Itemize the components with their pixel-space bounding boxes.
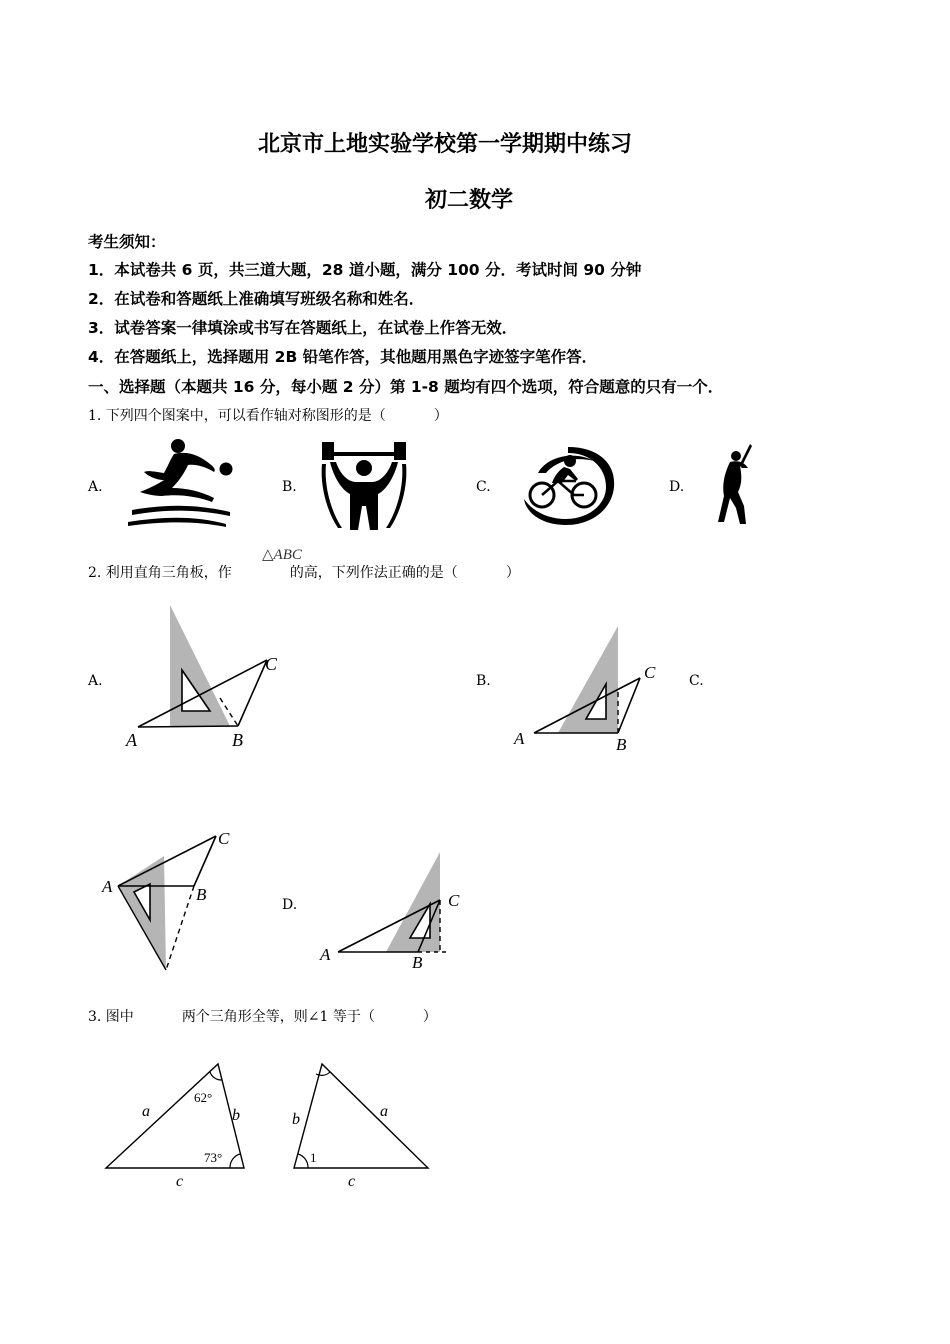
q1-option-b-label[interactable]: B. <box>282 479 297 495</box>
q2b-label-c: C <box>644 663 656 682</box>
q2-option-b-label[interactable]: B. <box>476 673 491 689</box>
q2-figure-b <box>510 622 670 752</box>
q2c-label-c: C <box>218 829 230 848</box>
q3-left-side-c: c <box>176 1173 184 1190</box>
q3-right-triangle <box>286 1058 436 1192</box>
q3-right-side-b: b <box>292 1111 300 1128</box>
notice-item-4: 4．在答题纸上，选择题用 2B 铅笔作答，其他题用黑色字迹签字笔作答． <box>88 348 598 366</box>
q2-figure-c <box>98 826 248 974</box>
q3-right-angle-1: 1 <box>310 1150 317 1165</box>
q2d-label-a: A <box>320 945 331 964</box>
q1-option-a-label[interactable]: A. <box>88 479 103 495</box>
q2c-label-b: B <box>196 885 207 904</box>
q1-option-c-label[interactable]: C. <box>476 479 491 495</box>
q2-option-a-label[interactable]: A. <box>88 673 103 689</box>
question-2-text-after: 的高，下列作法正确的是（ <box>289 565 458 581</box>
q3-left-side-b: b <box>232 1107 240 1124</box>
q3-left-angle-bottom: 73° <box>204 1150 223 1165</box>
q2d-label-c: C <box>448 891 460 910</box>
question-2-text-before: 2. 利用直角三角板，作 <box>88 565 232 581</box>
volleyball-player-icon <box>126 436 236 530</box>
q1-option-d-label[interactable]: D. <box>669 479 685 495</box>
q2d-label-b: B <box>412 953 423 972</box>
weightlifter-icon <box>320 440 408 532</box>
triangle-abc-math: △ABC <box>262 547 302 563</box>
cyclist-icon <box>518 443 618 529</box>
q2b-label-a: A <box>514 729 525 748</box>
section-1-heading: 一、选择题（本题共 16 分，每小题 2 分）第 1-8 题均有四个选项，符合题意的只有一个． <box>88 378 724 396</box>
q2-figure-d <box>316 848 476 972</box>
q2-option-c-label[interactable]: C. <box>689 673 704 689</box>
question-3-text-before: 3. 图中 <box>88 1009 134 1025</box>
page-subtitle: 初二数学 <box>425 188 514 213</box>
q2-option-d-label[interactable]: D. <box>282 897 298 913</box>
question-3-close-paren: ） <box>422 1009 437 1025</box>
q2a-label-c: C <box>265 654 278 674</box>
q3-left-triangle <box>100 1058 260 1192</box>
notice-item-3: 3．试卷答案一律填涂或书写在答题纸上，在试卷上作答无效． <box>88 319 518 337</box>
q2a-label-a: A <box>126 730 137 750</box>
notice-item-1: 1．本试卷共 6 页，共三道大题，28 道小题，满分 100 分．考试时间 90 分钟 <box>88 261 642 279</box>
q3-left-side-a: a <box>142 1103 150 1120</box>
q2a-label-b: B <box>232 730 243 750</box>
question-1-text: 1. 下列四个图案中，可以看作轴对称图形的是（ <box>88 408 386 424</box>
q2b-label-b: B <box>616 735 627 754</box>
q2-figure-a <box>120 600 290 750</box>
q3-left-angle-top: 62° <box>194 1090 213 1105</box>
question-2-close-paren: ） <box>505 565 520 581</box>
q2c-label-a: A <box>102 877 113 896</box>
question-3-stem <box>88 1006 437 1026</box>
question-3-text-after: 两个三角形全等，则∠1 等于（ <box>181 1009 375 1025</box>
question-1-stem <box>88 405 448 425</box>
notice-item-2: 2．在试卷和答题纸上准确填写班级名称和姓名． <box>88 290 425 308</box>
golfer-icon <box>712 442 758 528</box>
page-title: 北京市上地实验学校第一学期期中练习 <box>258 132 633 157</box>
q3-right-side-a: a <box>380 1103 388 1120</box>
question-1-close-paren: ） <box>433 408 448 424</box>
q3-right-side-c: c <box>348 1173 356 1190</box>
question-2-stem <box>88 562 520 582</box>
notice-heading: 考生须知： <box>88 233 166 251</box>
